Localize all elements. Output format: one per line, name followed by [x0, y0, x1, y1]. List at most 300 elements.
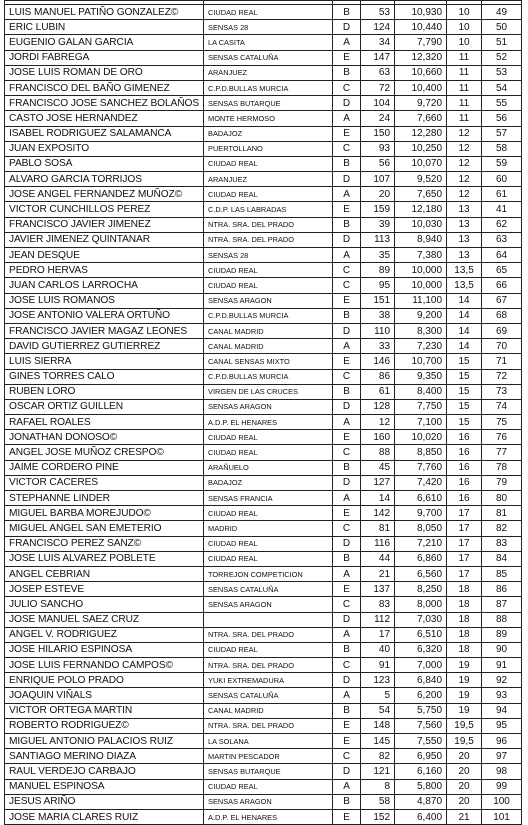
- table-row: [5, 111, 522, 126]
- bib-number-cell: 93: [361, 141, 395, 156]
- position-value-cell: 14: [447, 293, 482, 308]
- participant-name-cell: JEAN DESQUE: [5, 248, 204, 263]
- participant-name-cell: JOSE MARIA CLARES RUIZ: [5, 809, 204, 824]
- bib-number-cell: 53: [361, 5, 395, 20]
- rank-value-cell: 74: [482, 399, 522, 414]
- rank-value-cell: 59: [482, 156, 522, 171]
- table-row: [5, 445, 522, 460]
- bib-number-cell: 34: [361, 35, 395, 50]
- time-value-cell: 10,020: [395, 430, 447, 445]
- bib-number-cell: 95: [361, 278, 395, 293]
- category-cell: E: [333, 293, 361, 308]
- club-name-cell: SENSAS ARAGON: [204, 794, 333, 809]
- participant-name-cell: JOSE LUIS ROMANOS: [5, 293, 204, 308]
- club-name-cell: VIRGEN DE LAS CRUCES: [204, 384, 333, 399]
- club-name-cell: [204, 612, 333, 627]
- position-value-cell: 16: [447, 491, 482, 506]
- time-value-cell: 12,320: [395, 50, 447, 65]
- position-value-cell: 15: [447, 415, 482, 430]
- time-value-cell: 6,200: [395, 688, 447, 703]
- time-value-cell: 6,160: [395, 764, 447, 779]
- club-name-cell: CIUDAD REAL: [204, 551, 333, 566]
- participant-name-cell: PABLO SOSA: [5, 156, 204, 171]
- participant-name-cell: RAFAEL ROALES: [5, 415, 204, 430]
- table-row: [5, 354, 522, 369]
- club-name-cell: SENSAS BUTARQUE: [204, 764, 333, 779]
- category-cell: C: [333, 263, 361, 278]
- club-name-cell: MONTE HERMOSO: [204, 111, 333, 126]
- position-value-cell: 17: [447, 536, 482, 551]
- club-name-cell: YUKI EXTREMADURA: [204, 673, 333, 688]
- participant-name-cell: LUIS MANUEL PATIÑO GONZALEZ©: [5, 5, 204, 20]
- time-value-cell: 9,520: [395, 172, 447, 187]
- table-row: [5, 263, 522, 278]
- club-name-cell: ARANJUEZ: [204, 65, 333, 80]
- bib-number-cell: 39: [361, 217, 395, 232]
- rank-value-cell: 87: [482, 597, 522, 612]
- table-row: [5, 658, 522, 673]
- rank-value-cell: 71: [482, 354, 522, 369]
- participant-name-cell: JONATHAN DONOSO©: [5, 430, 204, 445]
- position-value-cell: 12: [447, 187, 482, 202]
- category-cell: E: [333, 50, 361, 65]
- bib-number-cell: 121: [361, 764, 395, 779]
- position-value-cell: 16: [447, 475, 482, 490]
- rank-value-cell: 70: [482, 339, 522, 354]
- participant-name-cell: VICTOR CUNCHILLOS PEREZ: [5, 202, 204, 217]
- bib-number-cell: 107: [361, 172, 395, 187]
- table-row: [5, 369, 522, 384]
- time-value-cell: 9,700: [395, 506, 447, 521]
- bib-number-cell: 112: [361, 612, 395, 627]
- rank-value-cell: 72: [482, 369, 522, 384]
- category-cell: B: [333, 5, 361, 20]
- table-row: [5, 536, 522, 551]
- table-row: [5, 399, 522, 414]
- participant-name-cell: EUGENIO GALAN GARCIA: [5, 35, 204, 50]
- participant-name-cell: JORDI FABREGA: [5, 50, 204, 65]
- position-value-cell: 18: [447, 642, 482, 657]
- category-cell: B: [333, 217, 361, 232]
- category-cell: D: [333, 612, 361, 627]
- position-value-cell: 19: [447, 703, 482, 718]
- club-name-cell: CIUDAD REAL: [204, 5, 333, 20]
- position-value-cell: 16: [447, 430, 482, 445]
- club-name-cell: CIUDAD REAL: [204, 430, 333, 445]
- position-value-cell: 11: [447, 111, 482, 126]
- rank-value-cell: 89: [482, 627, 522, 642]
- rank-value-cell: 95: [482, 718, 522, 733]
- time-value-cell: 7,380: [395, 248, 447, 263]
- time-value-cell: 10,000: [395, 263, 447, 278]
- category-cell: A: [333, 339, 361, 354]
- results-table: [4, 0, 522, 825]
- position-value-cell: 10: [447, 35, 482, 50]
- club-name-cell: CIUDAD REAL: [204, 156, 333, 171]
- rank-value-cell: 50: [482, 20, 522, 35]
- bib-number-cell: 113: [361, 232, 395, 247]
- participant-name-cell: MIGUEL ANTONIO PALACIOS RUIZ: [5, 734, 204, 749]
- rank-value-cell: 58: [482, 141, 522, 156]
- table-row: [5, 612, 522, 627]
- bib-number-cell: 8: [361, 779, 395, 794]
- category-cell: A: [333, 688, 361, 703]
- bib-number-cell: 123: [361, 673, 395, 688]
- category-cell: B: [333, 642, 361, 657]
- rank-value-cell: 65: [482, 263, 522, 278]
- position-value-cell: 20: [447, 779, 482, 794]
- table-row: [5, 566, 522, 581]
- club-name-cell: BADAJOZ: [204, 475, 333, 490]
- participant-name-cell: JOSE HILARIO ESPINOSA: [5, 642, 204, 657]
- position-value-cell: 10: [447, 20, 482, 35]
- participant-name-cell: OSCAR ORTIZ GUILLEN: [5, 399, 204, 414]
- table-row: [5, 5, 522, 20]
- time-value-cell: 8,050: [395, 521, 447, 536]
- participant-name-cell: FRANCISCO DEL BAÑO GIMENEZ: [5, 80, 204, 95]
- results-table-body: [5, 1, 522, 825]
- position-value-cell: 12: [447, 141, 482, 156]
- participant-name-cell: SANTIAGO MERINO DIAZA: [5, 749, 204, 764]
- time-value-cell: 7,550: [395, 734, 447, 749]
- bib-number-cell: 104: [361, 96, 395, 111]
- club-name-cell: C.P.D.BULLAS MURCIA: [204, 308, 333, 323]
- position-value-cell: 20: [447, 764, 482, 779]
- bib-number-cell: 128: [361, 399, 395, 414]
- position-value-cell: 18: [447, 612, 482, 627]
- bib-number-cell: 20: [361, 187, 395, 202]
- bib-number-cell: 61: [361, 384, 395, 399]
- table-row: [5, 794, 522, 809]
- position-value-cell: 13: [447, 217, 482, 232]
- time-value-cell: 8,400: [395, 384, 447, 399]
- position-value-cell: 13: [447, 248, 482, 263]
- table-row: [5, 703, 522, 718]
- rank-value-cell: 91: [482, 658, 522, 673]
- participant-name-cell: JUAN EXPOSITO: [5, 141, 204, 156]
- table-row: [5, 582, 522, 597]
- rank-value-cell: 100: [482, 794, 522, 809]
- rank-value-cell: 61: [482, 187, 522, 202]
- category-cell: C: [333, 278, 361, 293]
- category-cell: E: [333, 202, 361, 217]
- category-cell: B: [333, 794, 361, 809]
- participant-name-cell: JOSEP ESTEVE: [5, 582, 204, 597]
- time-value-cell: 6,840: [395, 673, 447, 688]
- category-cell: C: [333, 369, 361, 384]
- participant-name-cell: JOSE ANGEL FERNANDEZ MUÑOZ©: [5, 187, 204, 202]
- position-value-cell: 21: [447, 809, 482, 824]
- category-cell: A: [333, 566, 361, 581]
- club-name-cell: A.D.P. EL HENARES: [204, 809, 333, 824]
- rank-value-cell: 101: [482, 809, 522, 824]
- bib-number-cell: 88: [361, 445, 395, 460]
- rank-value-cell: 80: [482, 491, 522, 506]
- position-value-cell: 18: [447, 582, 482, 597]
- club-name-cell: SENSAS 28: [204, 248, 333, 263]
- bib-number-cell: 89: [361, 263, 395, 278]
- rank-value-cell: 79: [482, 475, 522, 490]
- rank-value-cell: 51: [482, 35, 522, 50]
- table-row: [5, 217, 522, 232]
- time-value-cell: 7,650: [395, 187, 447, 202]
- bib-number-cell: 146: [361, 354, 395, 369]
- club-name-cell: SENSAS CATALUÑA: [204, 582, 333, 597]
- table-row: [5, 339, 522, 354]
- rank-value-cell: 41: [482, 202, 522, 217]
- position-value-cell: 16: [447, 460, 482, 475]
- club-name-cell: NTRA. SRA. DEL PRADO: [204, 718, 333, 733]
- participant-name-cell: MIGUEL ANGEL SAN EMETERIO: [5, 521, 204, 536]
- category-cell: D: [333, 673, 361, 688]
- position-value-cell: 19,5: [447, 734, 482, 749]
- category-cell: B: [333, 460, 361, 475]
- category-cell: E: [333, 506, 361, 521]
- bib-number-cell: 24: [361, 111, 395, 126]
- participant-name-cell: ANGEL JOSE MUÑOZ CRESPO©: [5, 445, 204, 460]
- rank-value-cell: 75: [482, 415, 522, 430]
- bib-number-cell: 160: [361, 430, 395, 445]
- rank-value-cell: 90: [482, 642, 522, 657]
- position-value-cell: 20: [447, 794, 482, 809]
- time-value-cell: 10,440: [395, 20, 447, 35]
- club-name-cell: MADRID: [204, 521, 333, 536]
- position-value-cell: 13,5: [447, 263, 482, 278]
- club-name-cell: LA SOLANA: [204, 734, 333, 749]
- time-value-cell: 10,070: [395, 156, 447, 171]
- club-name-cell: MARTIN PESCADOR: [204, 749, 333, 764]
- table-row: [5, 491, 522, 506]
- position-value-cell: 20: [447, 749, 482, 764]
- time-value-cell: 7,560: [395, 718, 447, 733]
- position-value-cell: 11: [447, 96, 482, 111]
- table-row: [5, 50, 522, 65]
- bib-number-cell: 151: [361, 293, 395, 308]
- time-value-cell: 10,660: [395, 65, 447, 80]
- table-row: [5, 202, 522, 217]
- rank-value-cell: 84: [482, 551, 522, 566]
- category-cell: D: [333, 475, 361, 490]
- time-value-cell: 7,210: [395, 536, 447, 551]
- position-value-cell: 15: [447, 399, 482, 414]
- time-value-cell: 8,300: [395, 323, 447, 338]
- time-value-cell: 10,930: [395, 5, 447, 20]
- bib-number-cell: 159: [361, 202, 395, 217]
- bib-number-cell: 63: [361, 65, 395, 80]
- bib-number-cell: 82: [361, 749, 395, 764]
- category-cell: D: [333, 399, 361, 414]
- category-cell: A: [333, 491, 361, 506]
- time-value-cell: 6,510: [395, 627, 447, 642]
- table-row: [5, 551, 522, 566]
- table-row: [5, 293, 522, 308]
- position-value-cell: 19,5: [447, 718, 482, 733]
- participant-name-cell: JOSE LUIS FERNANDO CAMPOS©: [5, 658, 204, 673]
- participant-name-cell: JAIME CORDERO PINE: [5, 460, 204, 475]
- bib-number-cell: 72: [361, 80, 395, 95]
- participant-name-cell: JESUS ARIÑO: [5, 794, 204, 809]
- category-cell: C: [333, 597, 361, 612]
- position-value-cell: 17: [447, 551, 482, 566]
- table-row: [5, 232, 522, 247]
- category-cell: D: [333, 536, 361, 551]
- participant-name-cell: ROBERTO RODRIGUEZ©: [5, 718, 204, 733]
- time-value-cell: 10,000: [395, 278, 447, 293]
- position-value-cell: 11: [447, 50, 482, 65]
- bib-number-cell: 110: [361, 323, 395, 338]
- participant-name-cell: VICTOR CACERES: [5, 475, 204, 490]
- participant-name-cell: ERIC LUBIN: [5, 20, 204, 35]
- table-row: [5, 506, 522, 521]
- time-value-cell: 10,030: [395, 217, 447, 232]
- club-name-cell: SENSAS CATALUÑA: [204, 688, 333, 703]
- table-row: [5, 809, 522, 824]
- bib-number-cell: 21: [361, 566, 395, 581]
- time-value-cell: 7,750: [395, 399, 447, 414]
- bib-number-cell: 116: [361, 536, 395, 551]
- rank-value-cell: 62: [482, 217, 522, 232]
- club-name-cell: SENSAS 28: [204, 20, 333, 35]
- bib-number-cell: 147: [361, 50, 395, 65]
- bib-number-cell: 152: [361, 809, 395, 824]
- category-cell: D: [333, 172, 361, 187]
- participant-name-cell: JOSE ANTONIO VALERA ORTUÑO: [5, 308, 204, 323]
- time-value-cell: 10,250: [395, 141, 447, 156]
- time-value-cell: 11,100: [395, 293, 447, 308]
- club-name-cell: C.P.D.BULLAS MURCIA: [204, 80, 333, 95]
- bib-number-cell: 33: [361, 339, 395, 354]
- club-name-cell: C.P.D.BULLAS MURCIA: [204, 369, 333, 384]
- club-name-cell: CANAL MADRID: [204, 339, 333, 354]
- bib-number-cell: 17: [361, 627, 395, 642]
- participant-name-cell: ALVARO GARCIA TORRIJOS: [5, 172, 204, 187]
- position-value-cell: 12: [447, 126, 482, 141]
- participant-name-cell: FRANCISCO JAVIER MAGAZ LEONES: [5, 323, 204, 338]
- position-value-cell: 14: [447, 308, 482, 323]
- participant-name-cell: VICTOR ORTEGA MARTIN: [5, 703, 204, 718]
- table-row: [5, 323, 522, 338]
- bib-number-cell: 58: [361, 794, 395, 809]
- position-value-cell: 19: [447, 673, 482, 688]
- club-name-cell: CIUDAD REAL: [204, 187, 333, 202]
- rank-value-cell: 66: [482, 278, 522, 293]
- bib-number-cell: 44: [361, 551, 395, 566]
- time-value-cell: 6,610: [395, 491, 447, 506]
- rank-value-cell: 54: [482, 80, 522, 95]
- participant-name-cell: ANGEL CEBRIAN: [5, 566, 204, 581]
- bib-number-cell: 150: [361, 126, 395, 141]
- club-name-cell: C.D.P. LAS LABRADAS: [204, 202, 333, 217]
- table-row: [5, 779, 522, 794]
- participant-name-cell: JOSE LUIS ROMAN DE ORO: [5, 65, 204, 80]
- rank-value-cell: 76: [482, 430, 522, 445]
- category-cell: C: [333, 658, 361, 673]
- bib-number-cell: 54: [361, 703, 395, 718]
- rank-value-cell: 86: [482, 582, 522, 597]
- club-name-cell: SENSAS FRANCIA: [204, 491, 333, 506]
- table-row: [5, 80, 522, 95]
- table-row: [5, 415, 522, 430]
- time-value-cell: 6,320: [395, 642, 447, 657]
- table-row: [5, 475, 522, 490]
- category-cell: D: [333, 20, 361, 35]
- bib-number-cell: 5: [361, 688, 395, 703]
- time-value-cell: 10,700: [395, 354, 447, 369]
- rank-value-cell: 98: [482, 764, 522, 779]
- table-row: [5, 35, 522, 50]
- club-name-cell: CIUDAD REAL: [204, 779, 333, 794]
- participant-name-cell: CASTO JOSE HERNANDEZ: [5, 111, 204, 126]
- bib-number-cell: 124: [361, 20, 395, 35]
- rank-value-cell: 93: [482, 688, 522, 703]
- category-cell: E: [333, 718, 361, 733]
- position-value-cell: 13,5: [447, 278, 482, 293]
- table-row: [5, 764, 522, 779]
- time-value-cell: 7,030: [395, 612, 447, 627]
- category-cell: C: [333, 141, 361, 156]
- club-name-cell: BADAJOZ: [204, 126, 333, 141]
- position-value-cell: 14: [447, 339, 482, 354]
- table-row: [5, 308, 522, 323]
- club-name-cell: NTRA. SRA. DEL PRADO: [204, 217, 333, 232]
- rank-value-cell: 94: [482, 703, 522, 718]
- club-name-cell: CIUDAD REAL: [204, 278, 333, 293]
- participant-name-cell: LUIS SIERRA: [5, 354, 204, 369]
- table-row: [5, 430, 522, 445]
- category-cell: E: [333, 734, 361, 749]
- rank-value-cell: 68: [482, 308, 522, 323]
- category-cell: A: [333, 111, 361, 126]
- time-value-cell: 9,720: [395, 96, 447, 111]
- participant-name-cell: JOSE LUIS ALVAREZ POBLETE: [5, 551, 204, 566]
- category-cell: C: [333, 80, 361, 95]
- participant-name-cell: ISABEL RODRIGUEZ SALAMANCA: [5, 126, 204, 141]
- bib-number-cell: 56: [361, 156, 395, 171]
- time-value-cell: 6,400: [395, 809, 447, 824]
- category-cell: E: [333, 430, 361, 445]
- table-row: [5, 642, 522, 657]
- time-value-cell: 6,860: [395, 551, 447, 566]
- category-cell: B: [333, 551, 361, 566]
- participant-name-cell: MIGUEL BARBA MOREJUDO©: [5, 506, 204, 521]
- club-name-cell: SENSAS ARAGON: [204, 597, 333, 612]
- rank-value-cell: 55: [482, 96, 522, 111]
- bib-number-cell: 12: [361, 415, 395, 430]
- position-value-cell: 18: [447, 627, 482, 642]
- time-value-cell: 6,560: [395, 566, 447, 581]
- category-cell: A: [333, 35, 361, 50]
- time-value-cell: 4,870: [395, 794, 447, 809]
- table-row: [5, 734, 522, 749]
- table-row: [5, 96, 522, 111]
- club-name-cell: NTRA. SRA. DEL PRADO: [204, 658, 333, 673]
- category-cell: D: [333, 323, 361, 338]
- time-value-cell: 12,180: [395, 202, 447, 217]
- participant-name-cell: JULIO SANCHO: [5, 597, 204, 612]
- bib-number-cell: 38: [361, 308, 395, 323]
- rank-value-cell: 57: [482, 126, 522, 141]
- participant-name-cell: FRANCISCO PEREZ SANZ©: [5, 536, 204, 551]
- category-cell: B: [333, 384, 361, 399]
- table-row: [5, 749, 522, 764]
- club-name-cell: CIUDAD REAL: [204, 263, 333, 278]
- rank-value-cell: 81: [482, 506, 522, 521]
- rank-value-cell: 49: [482, 5, 522, 20]
- bib-number-cell: 142: [361, 506, 395, 521]
- time-value-cell: 7,100: [395, 415, 447, 430]
- club-name-cell: CIUDAD REAL: [204, 506, 333, 521]
- participant-name-cell: FRANCISCO JOSE SANCHEZ BOLAÑOS: [5, 96, 204, 111]
